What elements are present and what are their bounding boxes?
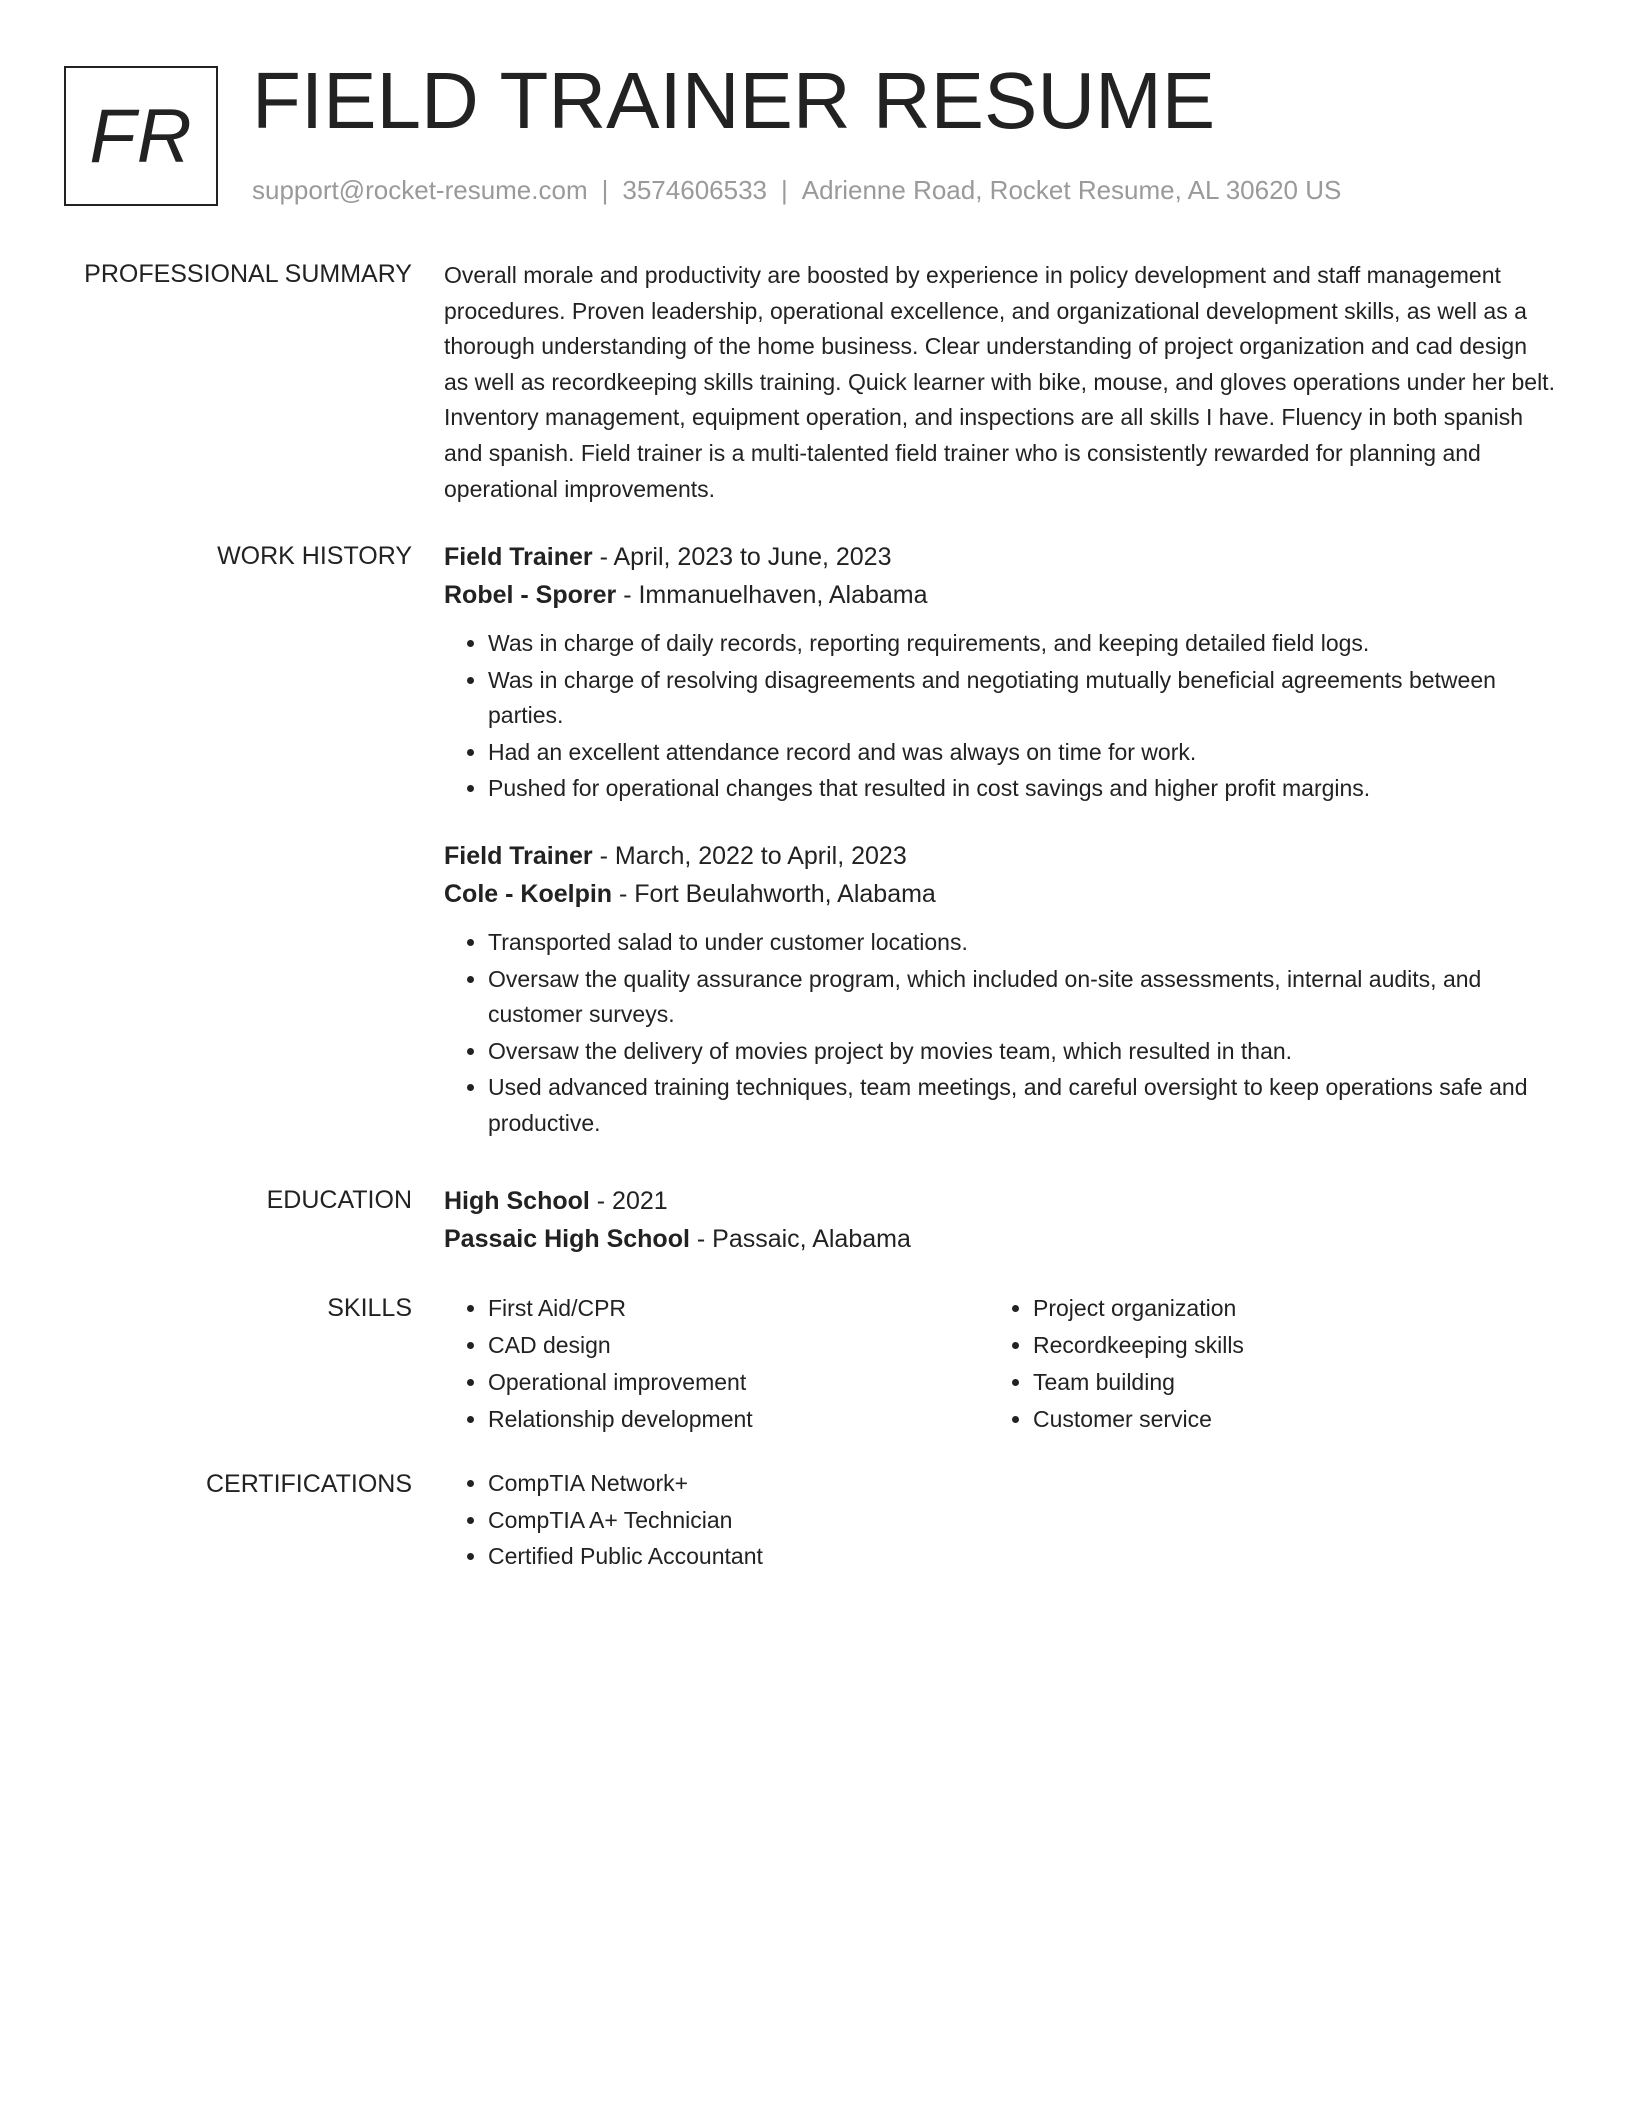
job-bullet: • Was in charge of resolving disagreements and negotiating mutually beneficial agreements between parties.: [488, 663, 1556, 734]
skill-item: • Operational improvement: [488, 1364, 989, 1400]
section-label-summary: PROFESSIONAL SUMMARY: [84, 260, 412, 288]
job-title-line: [444, 538, 1556, 576]
job-bullet: • Pushed for operational changes that resulted in cost savings and higher profit margins.: [488, 771, 1556, 807]
education-school-line: [444, 1220, 1556, 1258]
job-bullet: • Oversaw the quality assurance program, which included on-site assessments, internal audits, and customer surveys.: [488, 962, 1556, 1033]
job-location: - Fort Beulahworth, Alabama: [612, 879, 936, 908]
education-body: [444, 1182, 1556, 1258]
job-entry: [444, 538, 1556, 807]
certifications-body: [444, 1466, 1556, 1576]
job-bullet: • Was in charge of daily records, reporting requirements, and keeping detailed field logs.: [488, 626, 1556, 662]
certifications-list: [444, 1466, 1556, 1575]
job-bullets: [444, 626, 1556, 807]
section-label-education: EDUCATION: [266, 1186, 412, 1214]
contact-phone: 3574606533: [622, 175, 767, 205]
job-bullet: • Had an excellent attendance record and was always on time for work.: [488, 735, 1556, 771]
job-bullet: • Used advanced training techniques, team meetings, and careful oversight to keep operations safe and productive.: [488, 1070, 1556, 1141]
monogram-initials: FR: [89, 93, 193, 179]
job-location: - Immanuelhaven, Alabama: [616, 581, 928, 609]
section-label-certifications: CERTIFICATIONS: [205, 1470, 412, 1498]
job-bullets: [444, 925, 1556, 1142]
summary-text: Overall morale and productivity are boosted by experience in policy development and staff management procedures. Proven leadership, operational excellence, and organizational development skills, as well as a thorough understanding of the home business. Clear understanding of project organization and cad design as well as recordkeeping skills training. Quick learner with bike, mouse, and gloves operations under her belt. Inventory management, equipment operation, and inspections are all skills I have. Fluency in both spanish and spanish. Field trainer is a multi-talented field trainer who is consistently rewarded for planning and operational improvements.: [444, 262, 1555, 502]
skill-item: • Relationship development: [488, 1401, 989, 1437]
section-label-skills: SKILLS: [327, 1294, 412, 1322]
job-title-line: [444, 837, 1556, 875]
certification-item: • Certified Public Accountant: [488, 1539, 1556, 1575]
contact-separator: |: [601, 175, 609, 205]
skills-column-left: [444, 1290, 989, 1438]
job-company-line: [444, 576, 1556, 614]
education-degree-line: [444, 1182, 1556, 1220]
job-company-line: [444, 875, 1556, 913]
job-dates: - March, 2022 to April, 2023: [592, 841, 907, 870]
job-title: Field Trainer: [444, 841, 593, 870]
job-entry: [444, 837, 1556, 1142]
education-school: Passaic High School: [444, 1225, 690, 1253]
skills-list-left: [444, 1290, 989, 1437]
work-body: [444, 538, 1556, 1143]
skill-item: • Project organization: [1033, 1290, 1534, 1326]
contact-address: Adrienne Road, Rocket Resume, AL 30620 US: [801, 175, 1342, 205]
section-label-work: WORK HISTORY: [217, 542, 412, 570]
job-bullet: • Oversaw the delivery of movies project by movies team, which resulted in than.: [488, 1034, 1556, 1070]
skill-item: • Customer service: [1033, 1401, 1534, 1437]
job-title: Field Trainer: [444, 543, 593, 571]
skill-item: • Team building: [1033, 1364, 1534, 1400]
skills-body: [444, 1290, 1556, 1438]
skills-list-right: [989, 1290, 1534, 1437]
skill-item: • Recordkeeping skills: [1033, 1327, 1534, 1363]
summary-body: [444, 258, 1556, 507]
resume-title: FIELD TRAINER RESUME: [252, 56, 1216, 145]
skill-item: • CAD design: [488, 1327, 989, 1363]
job-company: Cole - Koelpin: [444, 879, 613, 908]
contact-email: support@rocket-resume.com: [252, 175, 588, 205]
contact-line: [252, 172, 1341, 208]
job-company: Robel - Sporer: [444, 581, 617, 609]
education-location: - Passaic, Alabama: [689, 1225, 911, 1253]
job-dates: - April, 2023 to June, 2023: [592, 543, 892, 571]
education-year: - 2021: [589, 1187, 668, 1215]
monogram-box: [64, 66, 218, 206]
skills-grid: [444, 1290, 1556, 1438]
certification-item: • CompTIA A+ Technician: [488, 1503, 1556, 1539]
certification-item: • CompTIA Network+: [488, 1466, 1556, 1502]
education-degree: High School: [444, 1187, 590, 1215]
skills-column-right: [989, 1290, 1534, 1438]
contact-separator: |: [781, 175, 788, 205]
skill-item: • First Aid/CPR: [488, 1290, 989, 1326]
job-bullet: • Transported salad to under customer locations.: [488, 925, 1556, 961]
